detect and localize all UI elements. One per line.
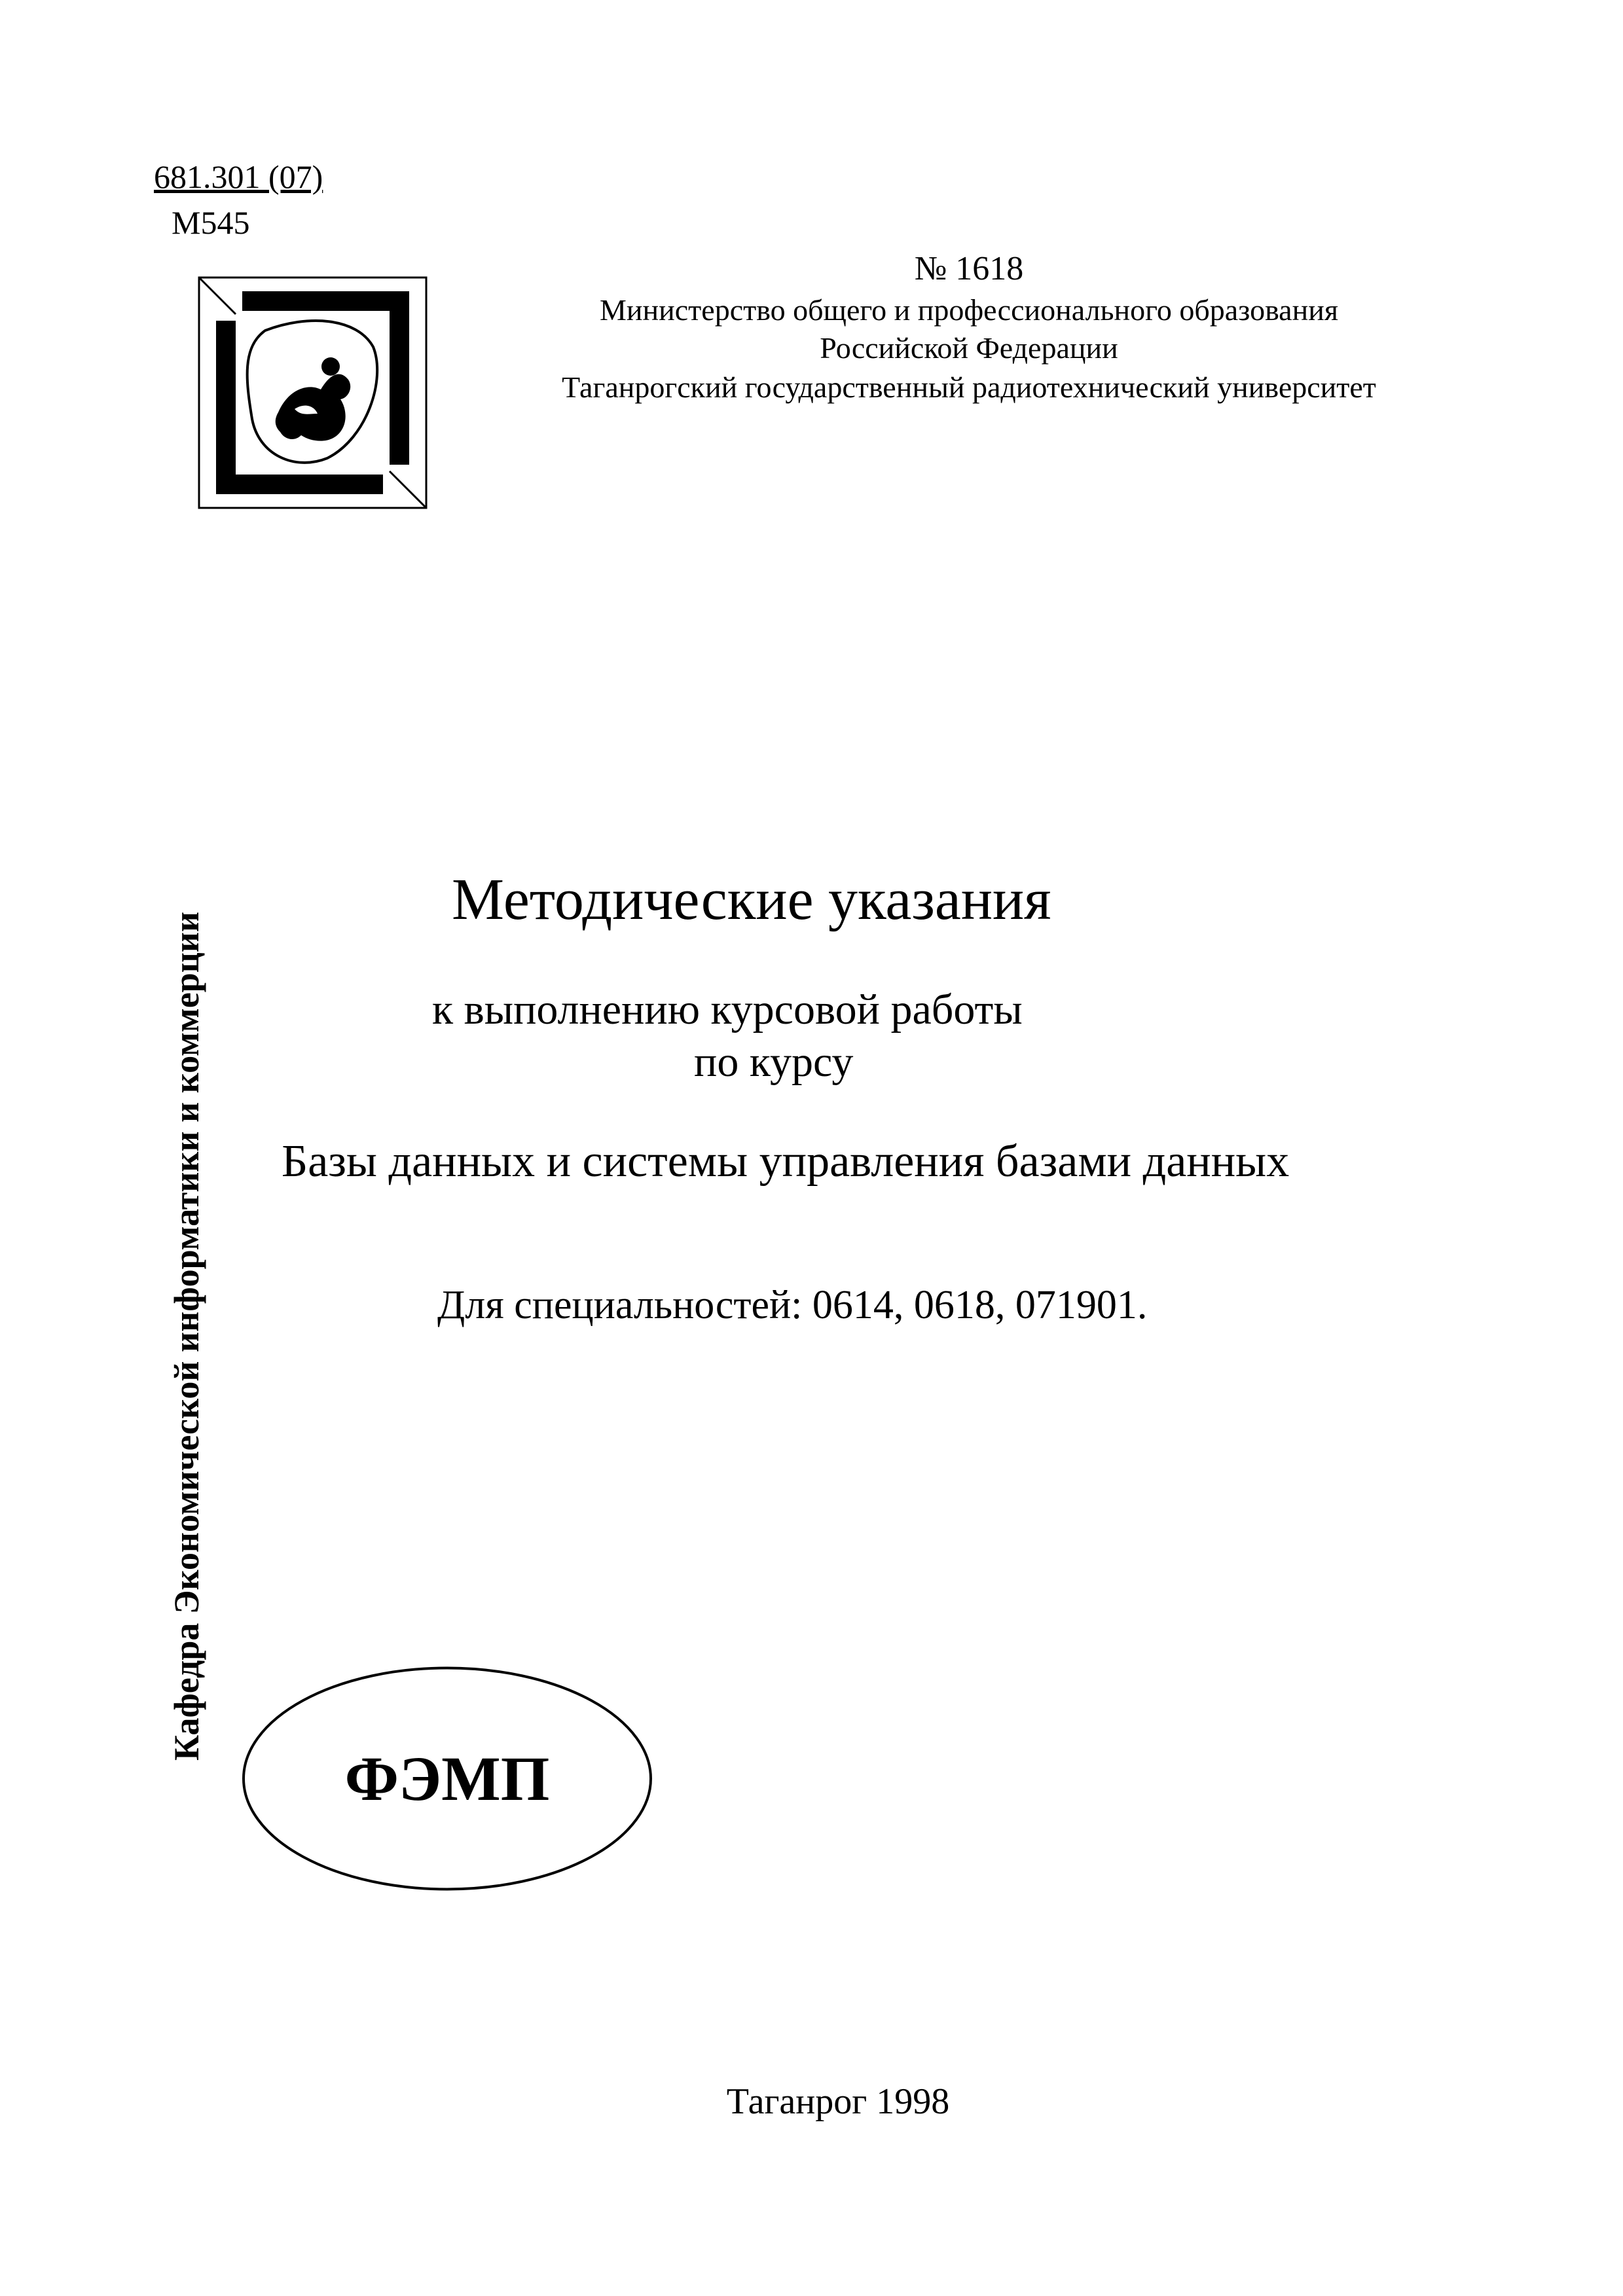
publication-place-year: Таганрог 1998 bbox=[726, 2081, 950, 2122]
subtitle-line-1: к выполнению курсовой работы bbox=[432, 986, 1023, 1033]
course-name: Базы данных и системы управления базами данных bbox=[282, 1136, 1290, 1187]
udc-code: 681.301 (07) bbox=[154, 158, 323, 195]
university-line: Таганрогский государственный радиотехнический университет bbox=[562, 370, 1376, 404]
document-title: Методические указания bbox=[452, 867, 1051, 932]
faculty-stamp-label: ФЭМП bbox=[344, 1744, 550, 1814]
university-logo-icon bbox=[196, 275, 429, 511]
ministry-line: Министерство общего и профессионального образования bbox=[600, 293, 1338, 327]
specialties: Для специальностей: 0614, 0618, 071901. bbox=[437, 1283, 1148, 1327]
author-sign-code: М545 bbox=[172, 204, 250, 241]
publication-number: № 1618 bbox=[914, 250, 1024, 287]
subtitle-line-2: по курсу bbox=[694, 1038, 854, 1086]
federation-line: Российской Федерации bbox=[820, 331, 1118, 365]
department-vertical-label: Кафедра Экономической информатики и коммерции bbox=[167, 911, 206, 1761]
